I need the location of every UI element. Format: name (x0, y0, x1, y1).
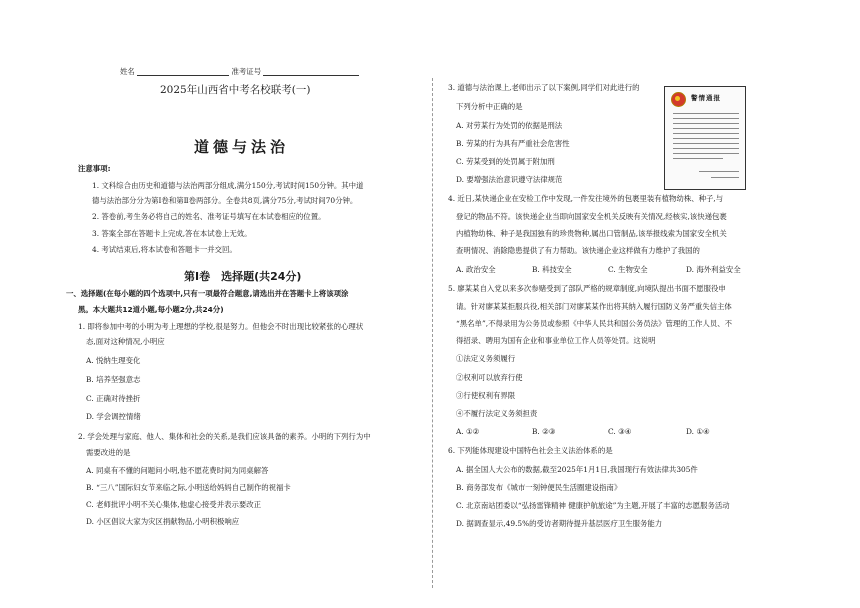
q4-stem: 登记的物品不符。该快递企业当即向国家安全机关反映有关情况,经核实,该快递包裹 (456, 212, 727, 221)
note-line: 4. 考试结束后,将本试卷和答题卡一并交回。 (92, 245, 237, 254)
q3-stem: 下列分析中正确的是 (456, 102, 523, 111)
q6-option-d[interactable]: D. 据调查显示,49.5%的受访者期待提升基层医疗卫生服务能力 (456, 519, 663, 528)
q5-statement: ②权利可以放弃行使 (456, 373, 523, 382)
q4-stem: 4. 近日,某快递企业在安检工作中发现,一件发往境外的包裹里装有植物幼株、种子,与 (448, 194, 724, 203)
q4-stem: 查明情况、消除隐患提供了有力帮助。该快递企业这样做有力维护了我国的 (456, 246, 700, 255)
section-instruction: 黑。本大题共12道小题,每小题2分,共24分) (78, 305, 224, 314)
q4-option-b[interactable]: B. 科技安全 (532, 265, 572, 274)
q5-statement: ④不履行法定义务须担责 (456, 409, 538, 418)
q4-option-a[interactable]: A. 政治安全 (456, 265, 496, 274)
q1-option-c[interactable]: C. 正确对待挫折 (86, 394, 141, 403)
q5-stem: “黑名单”,不得录用为公务员或参照《中华人民共和国公务员法》管理的工作人员、不 (456, 319, 732, 328)
q3-option-c[interactable]: C. 劳某受到的处罚属于附加刑 (456, 157, 555, 166)
q5-stem: 5. 廖某某自入党以来多次参赌受到了部队严格的规章制度,向境队提出书面不愿服役申 (448, 284, 726, 293)
q6-option-b[interactable]: B. 商务部发布《城市一刻钟便民生活圈建设指南》 (456, 483, 622, 492)
note-line: 3. 答案全部在答题卡上完成,答在本试卷上无效。 (92, 229, 252, 238)
q2-option-d[interactable]: D. 小区倡议大家为灾区捐献物品,小明积极响应 (86, 517, 240, 526)
q4-option-c[interactable]: C. 生物安全 (608, 265, 648, 274)
q5-statement: ①法定义务须履行 (456, 354, 516, 363)
police-badge-icon (671, 92, 686, 107)
q5-option-a[interactable]: A. ①② (456, 427, 480, 436)
q4-stem: 内植物幼株、种子是我国独有的珍贵物种,属出口管制品,该举报线索为国家安全机关 (456, 229, 727, 238)
police-notice-image (664, 86, 746, 190)
id-blank[interactable] (263, 66, 359, 76)
notice-text-line (673, 118, 739, 119)
name-field[interactable] (120, 66, 359, 76)
q6-option-c[interactable]: C. 北京南站团委以“弘扬雷锋精神 健康护航旅途”为主题,开展了丰富的志愿服务活动 (456, 501, 730, 510)
notice-signature-line (699, 171, 739, 172)
notice-title: 警情通报 (691, 94, 721, 102)
q5-stem: 得招录、聘用为国有企业和事业单位工作人员等处罚。这说明 (456, 336, 656, 345)
subject-title: 道德与法治 (194, 138, 290, 156)
notice-text-line (673, 128, 739, 129)
q3-option-a[interactable]: A. 对劳某行为处罚的依据是刑法 (456, 121, 563, 130)
q2-option-c[interactable]: C. 老师批评小明不关心集体,他虚心接受并表示要改正 (86, 500, 262, 509)
q5-option-d[interactable]: D. ①④ (686, 427, 710, 436)
q3-option-b[interactable]: B. 劳某的行为具有严重社会危害性 (456, 139, 570, 148)
notice-text-line (673, 133, 739, 134)
q5-option-b[interactable]: B. ②③ (532, 427, 556, 436)
column-divider (432, 78, 433, 588)
notice-text-line (673, 153, 739, 154)
notice-text-line (673, 123, 739, 124)
q1-stem: 态,面对这种情况,小明应 (86, 337, 165, 346)
q6-stem: 6. 下列能体现建设中国特色社会主义法治体系的是 (448, 446, 613, 455)
note-line: 1. 文科综合由历史和道德与法治两部分组成,满分150分,考试时间150分钟。其中道 (92, 181, 364, 190)
section-title: 第Ⅰ卷 选择题(共24分) (184, 270, 302, 283)
exam-title: 2025年山西省中考名校联考(一) (160, 84, 311, 96)
q2-option-a[interactable]: A. 同桌有不懂的问题问小明,他不愿花费时间为同桌解答 (86, 466, 269, 475)
section-instruction: 一、选择题(在每小题的四个选项中,只有一项最符合题意,请选出并在答题卡上将该项涂 (66, 289, 349, 298)
note-line: 德与法治部分分为第Ⅰ卷和第Ⅱ卷两部分。全卷共8页,满分75分,考试时间70分钟。 (92, 196, 358, 205)
name-blank[interactable] (137, 66, 229, 76)
q6-option-a[interactable]: A. 据全国人大公布的数据,截至2025年1月1日,我国现行有效法律共305件 (456, 465, 698, 474)
notice-date-line (711, 177, 739, 178)
id-label: 准考证号 (231, 66, 262, 76)
q3-option-d[interactable]: D. 要增强法治意识遵守法律规范 (456, 175, 563, 184)
q1-option-b[interactable]: B. 培养坚强意志 (86, 375, 141, 384)
name-label: 姓名 (120, 66, 135, 76)
q2-stem: 2. 学会处理与家庭、他人、集体和社会的关系,是我们应该具备的素养。小明的下列行为中 (78, 432, 371, 441)
notes-heading: 注意事项: (78, 164, 111, 173)
notice-text-line (673, 158, 723, 159)
q1-stem: 1. 即将参加中考的小明为考上理想的学校,很是努力。但他会不时出现比较紧张的心理状 (78, 322, 364, 331)
notice-text-line (673, 143, 739, 144)
notice-text-line (673, 148, 739, 149)
q2-stem: 需要改进的是 (86, 448, 131, 457)
q2-option-b[interactable]: B. “三八”国际妇女节来临之际,小明送给妈妈自己制作的祝福卡 (86, 483, 291, 492)
q1-option-a[interactable]: A. 悦纳生理变化 (86, 356, 141, 365)
notice-text-line (673, 138, 739, 139)
q5-statement: ③行使权利有界限 (456, 391, 516, 400)
q1-option-d[interactable]: D. 学会调控情绪 (86, 412, 141, 421)
q5-stem: 请。针对廖某某拒服兵役,相关部门对廖某某作出将其纳入履行国防义务严重失信主体 (456, 302, 732, 311)
q5-option-c[interactable]: C. ③④ (608, 427, 632, 436)
q3-stem: 3. 道德与法治课上,老师出示了以下案例,同学们对此进行的 (448, 83, 640, 92)
note-line: 2. 答卷前,考生务必将自己的姓名、准考证号填写在本试卷相应的位置。 (92, 212, 326, 221)
q4-option-d[interactable]: D. 海外利益安全 (686, 265, 741, 274)
notice-text-line (673, 113, 739, 114)
